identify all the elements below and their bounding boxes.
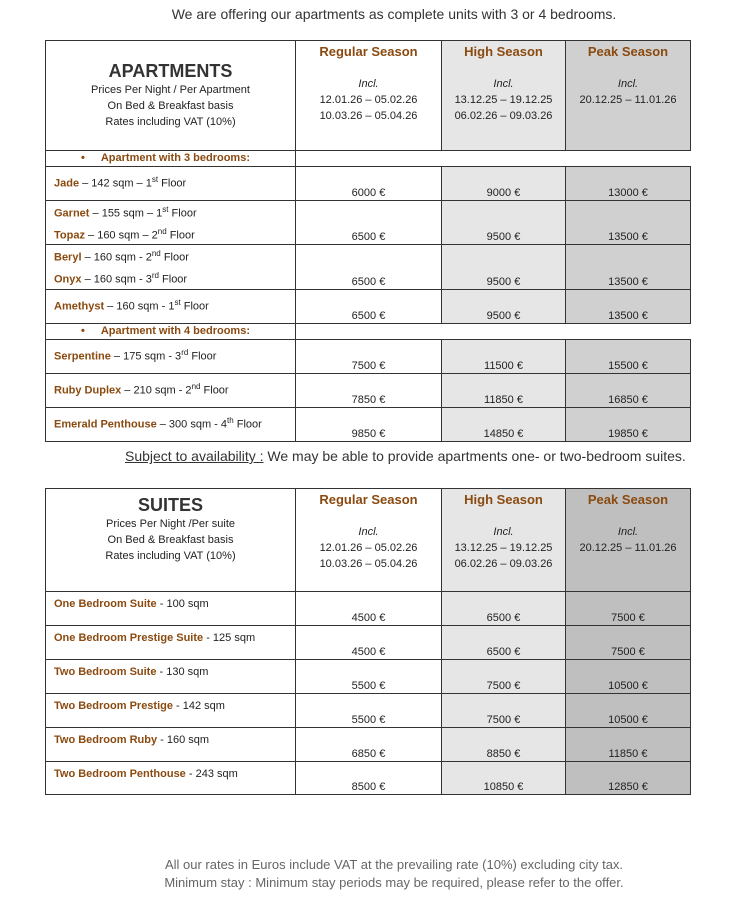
price-cell: 6500 € bbox=[442, 592, 566, 626]
table-row bbox=[46, 407, 691, 441]
price-cell: 9500 € bbox=[442, 289, 566, 323]
unit-floor-label: Floor bbox=[166, 229, 195, 242]
unit-floor-suffix: st bbox=[162, 205, 169, 214]
suite-name: One Bedroom Suite bbox=[54, 598, 157, 610]
suite-size: - 160 sqm bbox=[157, 734, 210, 746]
season-date: 20.12.25 – 11.01.26 bbox=[579, 542, 677, 554]
table-row bbox=[46, 592, 691, 626]
unit-name: Amethyst bbox=[54, 300, 105, 313]
unit-name: Beryl bbox=[54, 251, 82, 264]
unit-line bbox=[54, 267, 295, 289]
price-cell: 7500 € bbox=[296, 339, 442, 373]
unit-name: Onyx bbox=[54, 273, 82, 286]
price-cell: 7500 € bbox=[442, 694, 566, 728]
price-cell: 8500 € bbox=[296, 762, 442, 795]
unit-desc: – 160 sqm - 3 bbox=[81, 273, 152, 286]
unit-floor-suffix: rd bbox=[151, 270, 159, 280]
price-cell: 9500 € bbox=[442, 245, 566, 289]
footer-minimum-stay: Minimum stay : Minimum stay periods may be required, please refer to the offer. bbox=[164, 875, 624, 890]
suites-subtitle-3: Rates including VAT (10%) bbox=[105, 550, 236, 562]
table-row bbox=[46, 660, 691, 694]
footer-vat-note: All our rates in Euros include VAT at the prevailing rate (10%) excluding city tax. bbox=[164, 857, 624, 872]
season-name: Peak Season bbox=[587, 44, 669, 59]
price-cell: 6000 € bbox=[296, 167, 442, 201]
price-cell: 7850 € bbox=[296, 373, 442, 407]
season-date: 12.01.26 – 05.02.26 bbox=[319, 542, 418, 554]
suite-cell bbox=[46, 660, 296, 694]
availability-text: We may be able to provide apartments one- or two-bedroom suites. bbox=[263, 448, 686, 464]
season-incl: Incl. bbox=[493, 78, 514, 90]
price-cell: 5500 € bbox=[296, 660, 442, 694]
price-cell: 7500 € bbox=[566, 592, 691, 626]
availability-label: Subject to availability : bbox=[125, 448, 264, 464]
unit-floor-label: Floor bbox=[188, 350, 217, 363]
group-label-3-bedrooms bbox=[46, 151, 296, 167]
suite-size: - 100 sqm bbox=[156, 598, 209, 610]
season-date: 20.12.25 – 11.01.26 bbox=[579, 94, 677, 106]
group-row-spacer bbox=[296, 323, 691, 339]
group-row-4-bedrooms bbox=[46, 323, 691, 339]
season-incl: Incl. bbox=[617, 526, 639, 538]
price-cell: 11850 € bbox=[442, 373, 566, 407]
apartments-subtitle-1: Prices Per Night / Per Apartment bbox=[91, 84, 250, 96]
availability-note bbox=[125, 448, 686, 464]
unit-floor-suffix: th bbox=[227, 415, 234, 425]
group-label-text: Apartment with 4 bedrooms: bbox=[100, 324, 250, 337]
table-row bbox=[46, 201, 691, 245]
price-cell: 9000 € bbox=[442, 167, 566, 201]
suite-name: Two Bedroom Ruby bbox=[54, 734, 158, 746]
season-incl: Incl. bbox=[358, 78, 379, 90]
apartments-subtitle-2: On Bed & Breakfast basis bbox=[107, 100, 234, 112]
season-name: High Season bbox=[464, 44, 543, 59]
table-row bbox=[46, 167, 691, 201]
price-cell: 10500 € bbox=[566, 660, 691, 694]
price-cell: 13500 € bbox=[566, 289, 691, 323]
apartments-header-row bbox=[46, 41, 691, 151]
unit-cell bbox=[46, 373, 296, 407]
season-header-regular bbox=[296, 41, 442, 151]
group-row-3-bedrooms bbox=[46, 151, 691, 167]
suite-name: One Bedroom Prestige Suite bbox=[54, 632, 204, 644]
unit-line bbox=[54, 294, 295, 316]
unit-line bbox=[54, 171, 295, 193]
season-header-peak bbox=[566, 41, 691, 151]
price-cell: 7500 € bbox=[566, 626, 691, 660]
apartments-table bbox=[45, 40, 691, 442]
price-cell: 13500 € bbox=[566, 201, 691, 245]
unit-cell bbox=[46, 339, 296, 373]
group-row-spacer bbox=[296, 151, 691, 167]
unit-desc: – 160 sqm - 2 bbox=[81, 251, 152, 264]
season-header-high bbox=[442, 41, 566, 151]
season-date: 12.01.26 – 05.02.26 bbox=[319, 94, 418, 106]
season-header-peak bbox=[566, 489, 691, 592]
season-name: High Season bbox=[464, 492, 543, 507]
suites-header-row bbox=[46, 489, 691, 592]
suites-subtitle-2: On Bed & Breakfast basis bbox=[107, 534, 234, 546]
suite-size: - 130 sqm bbox=[156, 666, 209, 678]
unit-floor-suffix: st bbox=[174, 297, 181, 307]
season-date: 13.12.25 – 19.12.25 bbox=[454, 542, 553, 554]
suites-header-cell bbox=[46, 489, 296, 592]
suite-cell bbox=[46, 626, 296, 660]
unit-desc: – 160 sqm - 1 bbox=[104, 300, 175, 313]
price-cell: 15500 € bbox=[566, 339, 691, 373]
price-cell: 8850 € bbox=[442, 728, 566, 762]
unit-name: Emerald Penthouse bbox=[54, 418, 157, 431]
suite-name: Two Bedroom Suite bbox=[54, 666, 157, 678]
unit-floor-suffix: nd bbox=[157, 226, 167, 236]
price-cell: 10850 € bbox=[442, 762, 566, 795]
unit-desc: – 175 sqm - 3 bbox=[110, 350, 182, 363]
price-cell: 13000 € bbox=[566, 167, 691, 201]
price-cell: 5500 € bbox=[296, 694, 442, 728]
bullet-icon: • bbox=[81, 152, 85, 164]
unit-line bbox=[54, 223, 295, 245]
unit-floor-suffix: nd bbox=[151, 249, 161, 259]
price-cell: 9850 € bbox=[296, 407, 442, 441]
unit-line bbox=[54, 378, 295, 400]
unit-floor-label: Floor bbox=[160, 251, 189, 264]
table-row bbox=[46, 762, 691, 795]
suites-table bbox=[45, 488, 691, 795]
season-date: 13.12.25 – 19.12.25 bbox=[454, 94, 553, 106]
season-date: 06.02.26 – 09.03.26 bbox=[454, 110, 553, 122]
unit-desc: – 155 sqm – 1 bbox=[89, 207, 163, 220]
table-row bbox=[46, 728, 691, 762]
suite-size: - 243 sqm bbox=[185, 768, 238, 780]
unit-floor-suffix: rd bbox=[181, 347, 189, 357]
suites-subtitle-1: Prices Per Night /Per suite bbox=[106, 518, 235, 530]
price-cell: 6500 € bbox=[296, 201, 442, 245]
unit-desc: – 300 sqm - 4 bbox=[156, 418, 228, 431]
season-header-regular bbox=[296, 489, 442, 592]
price-cell: 11500 € bbox=[442, 339, 566, 373]
apartments-header-cell bbox=[46, 41, 296, 151]
price-cell: 10500 € bbox=[566, 694, 691, 728]
unit-name: Jade bbox=[54, 177, 80, 190]
intro-text: We are offering our apartments as complete units with 3 or 4 bedrooms. bbox=[171, 6, 617, 22]
unit-line bbox=[54, 412, 295, 434]
suites-rows bbox=[46, 592, 691, 795]
season-name: Regular Season bbox=[319, 492, 418, 507]
unit-floor-label: Floor bbox=[200, 384, 229, 397]
suite-cell bbox=[46, 762, 296, 795]
unit-floor-label: Floor bbox=[233, 418, 262, 431]
unit-name: Ruby Duplex bbox=[54, 384, 122, 397]
table-row bbox=[46, 626, 691, 660]
price-cell: 4500 € bbox=[296, 592, 442, 626]
unit-floor-label: Floor bbox=[158, 177, 187, 190]
unit-cell bbox=[46, 167, 296, 201]
price-cell: 6500 € bbox=[296, 245, 442, 289]
price-cell: 14850 € bbox=[442, 407, 566, 441]
unit-line bbox=[54, 344, 295, 366]
price-cell: 16850 € bbox=[566, 373, 691, 407]
unit-name: Garnet bbox=[54, 207, 90, 220]
group-label-text: Apartment with 3 bedrooms: bbox=[100, 152, 250, 164]
unit-floor-suffix: st bbox=[151, 175, 159, 184]
suite-name: Two Bedroom Prestige bbox=[54, 700, 173, 712]
price-cell: 4500 € bbox=[296, 626, 442, 660]
unit-floor-label: Floor bbox=[158, 273, 188, 286]
apartments-3bed-rows bbox=[46, 167, 691, 324]
apartments-4bed-rows bbox=[46, 339, 691, 441]
unit-cell bbox=[46, 407, 296, 441]
unit-floor-suffix: nd bbox=[191, 381, 201, 391]
price-cell: 7500 € bbox=[442, 660, 566, 694]
apartments-subtitle-3: Rates including VAT (10%) bbox=[105, 116, 236, 128]
group-label-4-bedrooms bbox=[46, 323, 296, 339]
unit-cell bbox=[46, 245, 296, 289]
price-cell: 13500 € bbox=[566, 245, 691, 289]
price-cell: 12850 € bbox=[566, 762, 691, 795]
table-row bbox=[46, 694, 691, 728]
unit-line bbox=[54, 245, 295, 267]
unit-name: Serpentine bbox=[54, 350, 111, 363]
table-row bbox=[46, 289, 691, 323]
unit-line bbox=[54, 201, 295, 223]
unit-desc: – 210 sqm - 2 bbox=[121, 384, 192, 397]
season-name: Regular Season bbox=[319, 44, 418, 59]
price-cell: 6850 € bbox=[296, 728, 442, 762]
suite-size: - 142 sqm bbox=[172, 700, 225, 712]
season-incl: Incl. bbox=[617, 78, 639, 90]
season-header-high bbox=[442, 489, 566, 592]
suites-title: SUITES bbox=[137, 495, 203, 515]
bullet-icon: • bbox=[81, 324, 85, 337]
unit-floor-label: Floor bbox=[168, 207, 197, 220]
unit-cell bbox=[46, 201, 296, 245]
season-incl: Incl. bbox=[493, 526, 514, 538]
unit-desc: – 142 sqm – 1 bbox=[79, 177, 152, 190]
apartments-title: APARTMENTS bbox=[108, 61, 233, 81]
price-cell: 19850 € bbox=[566, 407, 691, 441]
suite-cell bbox=[46, 592, 296, 626]
unit-cell bbox=[46, 289, 296, 323]
season-date: 10.03.26 – 05.04.26 bbox=[319, 110, 418, 122]
price-cell: 9500 € bbox=[442, 201, 566, 245]
price-cell: 6500 € bbox=[442, 626, 566, 660]
season-incl: Incl. bbox=[358, 526, 379, 538]
unit-desc: – 160 sqm – 2 bbox=[84, 229, 158, 242]
unit-floor-label: Floor bbox=[180, 300, 209, 313]
table-row bbox=[46, 245, 691, 289]
price-cell: 6500 € bbox=[296, 289, 442, 323]
season-date: 06.02.26 – 09.03.26 bbox=[454, 558, 553, 570]
suite-cell bbox=[46, 694, 296, 728]
table-row bbox=[46, 339, 691, 373]
suite-size: - 125 sqm bbox=[203, 632, 256, 644]
table-row bbox=[46, 373, 691, 407]
season-name: Peak Season bbox=[587, 492, 669, 507]
suite-cell bbox=[46, 728, 296, 762]
price-cell: 11850 € bbox=[566, 728, 691, 762]
unit-name: Topaz bbox=[54, 229, 85, 242]
season-date: 10.03.26 – 05.04.26 bbox=[319, 558, 418, 570]
suite-name: Two Bedroom Penthouse bbox=[54, 768, 186, 780]
